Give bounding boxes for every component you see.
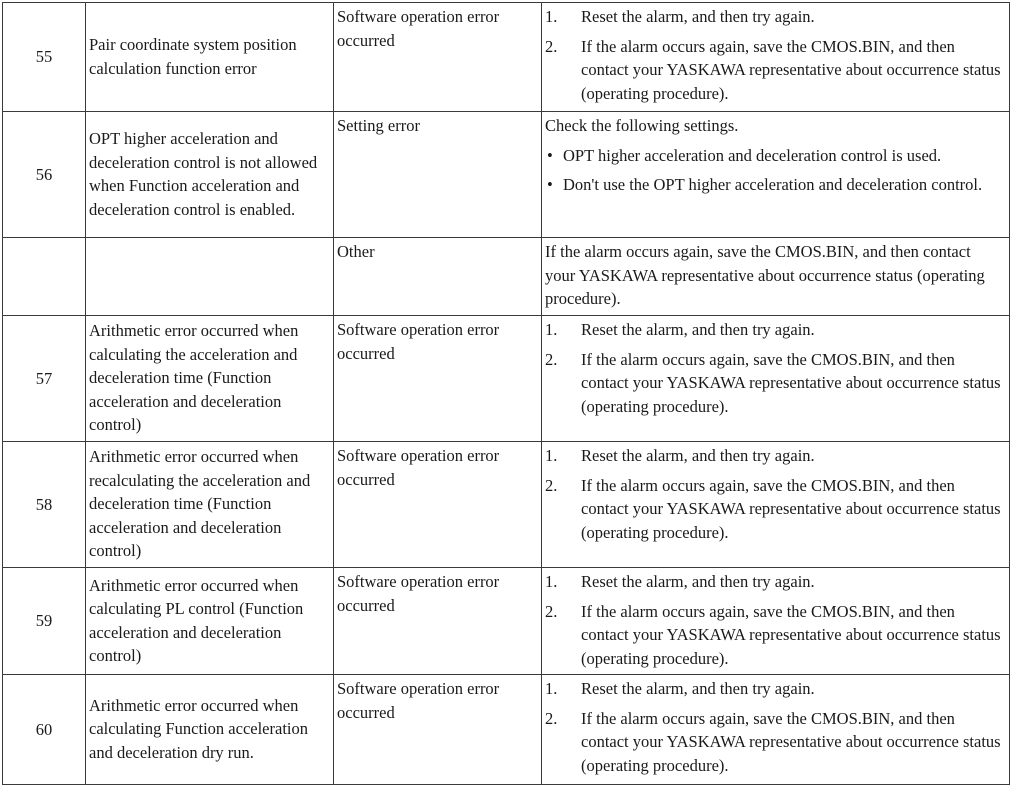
table-row [3, 3, 1010, 112]
table-row [3, 316, 1010, 442]
remedy-step [545, 318, 1005, 342]
step-text: Reset the alarm, and then try again. [581, 7, 815, 26]
table-row [3, 568, 1010, 675]
alarm-cause: Software operation error occurred [334, 316, 542, 442]
step-text: If the alarm occurs again, save the CMOS.BIN, and then contact your YASKAWA representative about occurrence status (operating procedure). [581, 36, 1001, 103]
alarm-cause: Setting error [334, 112, 542, 238]
alarm-number: 58 [3, 442, 86, 568]
alarm-number: 59 [3, 568, 86, 675]
step-text: Reset the alarm, and then try again. [581, 320, 815, 339]
remedy-step [545, 474, 1005, 545]
bullet-mark: • [547, 175, 553, 194]
alarm-cause: Software operation error occurred [334, 3, 542, 112]
step-text: Reset the alarm, and then try again. [581, 572, 815, 591]
alarm-remedy [542, 316, 1010, 442]
alarm-number: 56 [3, 112, 86, 238]
step-number: 1. [545, 320, 558, 339]
remedy-step [545, 707, 1005, 778]
step-number: 1. [545, 7, 558, 26]
step-number: 2. [545, 708, 558, 728]
step-text: Reset the alarm, and then try again. [581, 446, 815, 465]
remedy-step [545, 348, 1005, 419]
remedy-step [545, 677, 1005, 701]
alarm-description: Arithmetic error occurred when calculating PL control (Function acceleration and deceleration control) [86, 568, 334, 675]
step-text: Reset the alarm, and then try again. [581, 679, 815, 698]
alarm-cause: Software operation error occurred [334, 675, 542, 785]
alarm-number: 57 [3, 316, 86, 442]
step-text: If the alarm occurs again, save the CMOS.BIN, and then contact your YASKAWA representative about occurrence status (operating procedure). [581, 708, 1001, 775]
step-number: 1. [545, 679, 558, 698]
remedy-intro: Check the following settings. [545, 116, 739, 135]
alarm-remedy [542, 3, 1010, 112]
table-row [3, 675, 1010, 785]
remedy-step [545, 444, 1005, 468]
alarm-description [86, 238, 334, 316]
alarm-number: 55 [3, 3, 86, 112]
step-number: 2. [545, 475, 558, 495]
table-row [3, 238, 1010, 316]
alarm-number [3, 238, 86, 316]
step-number: 2. [545, 36, 558, 56]
alarm-description: Arithmetic error occurred when recalculating the acceleration and deceleration time (Function acceleration and deceleration control) [86, 442, 334, 568]
step-text: If the alarm occurs again, save the CMOS.BIN, and then contact your YASKAWA representative about occurrence status (operating procedure). [581, 475, 1001, 542]
alarm-cause: Software operation error occurred [334, 442, 542, 568]
alarm-remedy [542, 442, 1010, 568]
step-text: If the alarm occurs again, save the CMOS.BIN, and then contact your YASKAWA representative about occurrence status (operating procedure). [581, 349, 1001, 416]
step-number: 2. [545, 601, 558, 621]
alarm-description: Arithmetic error occurred when calculating the acceleration and deceleration time (Function acceleration and deceleration control) [86, 316, 334, 442]
remedy-bullet [545, 144, 1005, 168]
alarm-number: 60 [3, 675, 86, 785]
remedy-bullet [545, 173, 1005, 197]
bullet-text: Don't use the OPT higher acceleration and deceleration control. [563, 175, 983, 194]
bullet-text: OPT higher acceleration and deceleration control is used. [563, 145, 942, 165]
step-number: 2. [545, 349, 558, 369]
alarm-cause: Software operation error occurred [334, 568, 542, 675]
bullet-mark: • [547, 145, 553, 165]
alarm-remedy: If the alarm occurs again, save the CMOS.BIN, and then contact your YASKAWA representative about occurrence status (operating procedure). [542, 238, 1010, 316]
alarm-remedy [542, 112, 1010, 238]
remedy-step [545, 570, 1005, 594]
alarm-description: OPT higher acceleration and deceleration control is not allowed when Function acceleration and deceleration control is enabled. [86, 112, 334, 238]
step-text: If the alarm occurs again, save the CMOS.BIN, and then contact your YASKAWA representative about occurrence status (operating procedure). [581, 601, 1001, 668]
table-row [3, 442, 1010, 568]
remedy-step [545, 5, 1005, 29]
alarm-remedy [542, 675, 1010, 785]
remedy-step [545, 35, 1005, 106]
step-number: 1. [545, 446, 558, 465]
remedy-step [545, 600, 1005, 671]
alarm-description: Arithmetic error occurred when calculating Function acceleration and deceleration dry run. [86, 675, 334, 785]
step-number: 1. [545, 572, 558, 591]
alarm-cause: Other [334, 238, 542, 316]
alarm-table [2, 2, 1010, 785]
table-row [3, 112, 1010, 238]
alarm-description: Pair coordinate system position calculation function error [86, 3, 334, 112]
alarm-remedy [542, 568, 1010, 675]
